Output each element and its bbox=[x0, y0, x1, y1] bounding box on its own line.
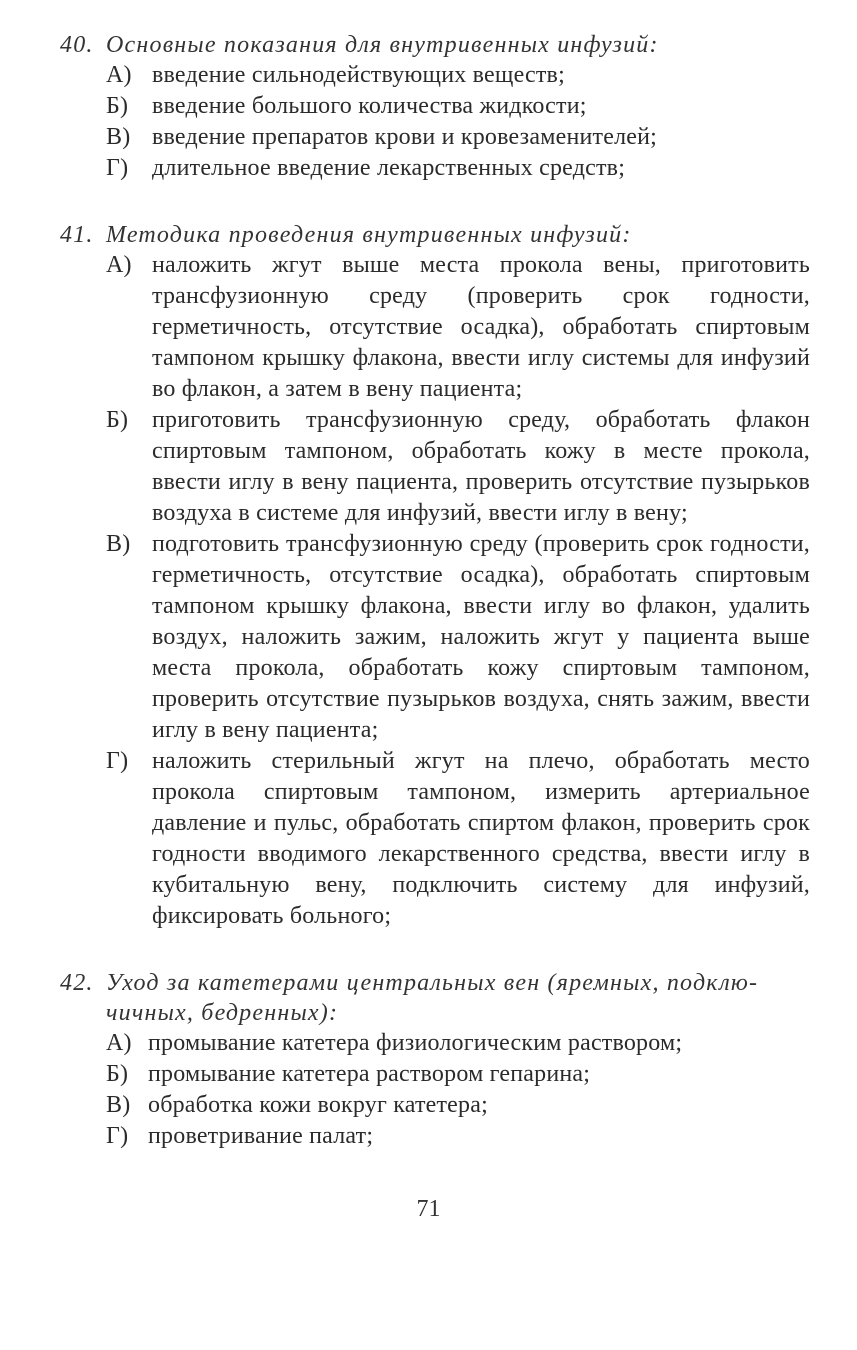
option-text: проветривание палат; bbox=[148, 1123, 374, 1149]
answer-option bbox=[60, 91, 810, 122]
answer-option bbox=[60, 405, 810, 529]
option-letter: В) bbox=[106, 531, 131, 557]
option-letter: Г) bbox=[106, 1123, 129, 1149]
question-40 bbox=[60, 30, 810, 184]
option-letter: А) bbox=[106, 252, 132, 278]
option-text: введение большого количества жидкости; bbox=[152, 93, 587, 119]
option-text: наложить стерильный жгут на плечо, обработать место прокола спиртовым тампоном, измерить артериальное давление и пульс, обработать спиртом флакон, проверить срок годности вводимого лекарственного средства, ввести иглу в кубитальную вену, подключить систему для инфузий, фиксировать больного; bbox=[152, 748, 810, 929]
question-41 bbox=[60, 220, 810, 932]
question-title bbox=[60, 220, 810, 250]
answer-option bbox=[60, 1028, 810, 1059]
question-text: Основные показания для внутривенных инфузий: bbox=[106, 32, 659, 58]
option-text: обработка кожи вокруг катетера; bbox=[148, 1092, 488, 1118]
answer-option bbox=[60, 153, 810, 184]
page-number: 71 bbox=[416, 1196, 441, 1222]
option-letter: А) bbox=[106, 1030, 132, 1056]
answer-option bbox=[60, 122, 810, 153]
question-title bbox=[60, 968, 810, 1028]
option-text: наложить жгут выше места прокола вены, приготовить трансфузионную среду (проверить срок годности, герметичность, отсутствие осадка), обработать спиртовым тампоном крышку флакона, ввести иглу системы для инфузий во флакон, а затем в вену пациента; bbox=[152, 252, 810, 402]
option-letter: Г) bbox=[106, 155, 129, 181]
option-letter: Б) bbox=[106, 1061, 129, 1087]
option-letter: Б) bbox=[106, 93, 129, 119]
option-text: приготовить трансфузионную среду, обработать флакон спиртовым тампоном, обработать кожу в месте прокола, ввести иглу в вену пациента, проверить отсутствие пузырьков воздуха в системе для инфузий, ввести иглу в вену; bbox=[152, 407, 810, 526]
option-text: подготовить трансфузионную среду (проверить срок годности, герметичность, отсутствие осадка), обработать спиртовым тампоном крышку флакона, ввести иглу во флакон, удалить воздух, наложить зажим, наложить жгут у пациента выше места прокола, обработать кожу спиртовым тампоном, проверить отсутствие пузырьков воздуха, снять зажим, ввести иглу в вену пациента; bbox=[152, 531, 810, 743]
answer-option bbox=[60, 250, 810, 405]
option-letter: В) bbox=[106, 124, 131, 150]
option-text: введение сильнодействующих веществ; bbox=[152, 62, 565, 88]
answer-option bbox=[60, 1090, 810, 1121]
option-letter: В) bbox=[106, 1092, 131, 1118]
answer-option bbox=[60, 746, 810, 932]
option-letter: А) bbox=[106, 62, 132, 88]
question-text: Методика проведения внутривенных инфузий: bbox=[106, 222, 632, 248]
option-text: введение препаратов крови и кровезаменителей; bbox=[152, 124, 658, 150]
question-number: 40. bbox=[60, 32, 94, 58]
question-text-line-1: Уход за катетерами центральных вен (яремных, подклю- bbox=[106, 970, 759, 996]
question-title bbox=[60, 30, 810, 60]
question-number: 41. bbox=[60, 222, 94, 248]
answer-option bbox=[60, 1059, 810, 1090]
option-text: промывание катетера физиологическим раствором; bbox=[148, 1030, 683, 1056]
option-text: промывание катетера раствором гепарина; bbox=[148, 1061, 591, 1087]
answer-option bbox=[60, 60, 810, 91]
option-text: длительное введение лекарственных средств; bbox=[152, 155, 626, 181]
question-number: 42. bbox=[60, 970, 94, 996]
option-letter: Г) bbox=[106, 748, 129, 774]
question-42 bbox=[60, 968, 810, 1152]
answer-option bbox=[60, 1121, 810, 1152]
question-text-line-2: чичных, бедренных): bbox=[106, 1000, 339, 1026]
answer-option bbox=[60, 529, 810, 746]
option-letter: Б) bbox=[106, 407, 129, 433]
